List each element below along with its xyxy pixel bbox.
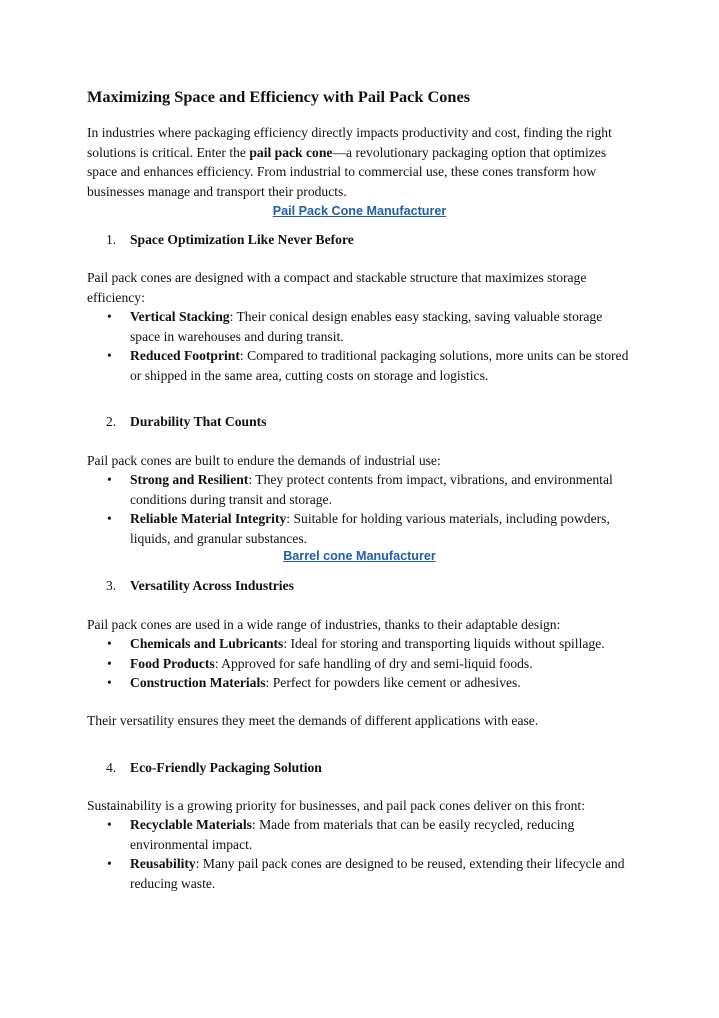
bullet-text: : Their conical design enables easy stacking, saving valuable storage space in warehouses and during transit. (130, 309, 603, 344)
bullet-term: Strong and Resilient (130, 472, 249, 487)
section-3-heading (106, 576, 294, 596)
pail-pack-cone-manufacturer-link[interactable]: Pail Pack Cone Manufacturer (272, 204, 447, 218)
bullet-icon: • (107, 348, 112, 363)
bullet-text: : They protect contents from impact, vibrations, and environmental conditions during transit and storage. (130, 472, 613, 507)
section-2-bullet-list (87, 470, 632, 548)
section-1-number: 1. (106, 232, 117, 247)
bullet-icon: • (107, 472, 112, 487)
bullet-term: Vertical Stacking (130, 309, 230, 324)
bullet-icon: • (107, 636, 112, 651)
section-1-title: Space Optimization Like Never Before (130, 232, 354, 247)
section-4-number: 4. (106, 760, 117, 775)
section-1-bullet-list (87, 307, 632, 385)
section-3-number: 3. (106, 578, 117, 593)
list-item (87, 634, 632, 654)
bullet-term: Reliable Material Integrity (130, 511, 287, 526)
bullet-term: Chemicals and Lubricants (130, 636, 284, 651)
section-2-number: 2. (106, 414, 117, 429)
list-item (87, 307, 632, 346)
intro-bold-term: pail pack cone (249, 144, 333, 160)
list-item (87, 470, 632, 509)
bullet-term: Food Products (130, 655, 215, 671)
section-4-heading (106, 758, 322, 778)
page-title: Maximizing Space and Efficiency with Pail Pack Cones (87, 87, 471, 106)
list-item (87, 654, 632, 674)
bullet-term: Recyclable Materials (130, 817, 252, 832)
intro-paragraph (87, 123, 632, 201)
bullet-icon: • (107, 309, 112, 324)
bullet-text: : Approved for safe handling of dry and semi-liquid foods. (214, 655, 533, 671)
bullet-term: Construction Materials (130, 675, 266, 690)
bullet-text: : Made from materials that can be easily recycled, reducing environmental impact. (130, 817, 575, 852)
intro-text-pre: In industries where packaging efficiency directly impacts productivity and cost, finding the right solutions is critical. Enter the (87, 125, 612, 160)
bullet-text: : Compared to traditional packaging solutions, more units can be stored or shipped in the same area, cutting costs on storage and logistics. (130, 348, 629, 383)
section-2-heading (106, 412, 266, 432)
bullet-text: : Ideal for storing and transporting liquids without spillage. (283, 636, 605, 651)
section-3-bullet-list (87, 634, 632, 693)
section-4-lead: Sustainability is a growing priority for businesses, and pail pack cones deliver on this front: (87, 798, 585, 813)
bullet-text: : Many pail pack cones are designed to be reused, extending their lifecycle and reducing waste. (130, 856, 625, 891)
bullet-icon: • (107, 817, 112, 832)
section-4-bullet-list (87, 815, 632, 893)
bullet-icon: • (107, 511, 112, 526)
section-2-lead: Pail pack cones are built to endure the demands of industrial use: (87, 453, 441, 468)
list-item (87, 815, 632, 854)
section-3-closing: Their versatility ensures they meet the demands of different applications with ease. (87, 713, 539, 728)
list-item (87, 673, 632, 693)
section-1-lead: Pail pack cones are designed with a compact and stackable structure that maximizes storage efficiency: (87, 270, 587, 305)
list-item (87, 854, 632, 893)
bullet-icon: • (107, 675, 112, 690)
bullet-text: : Suitable for holding various materials, including powders, liquids, and granular substances. (130, 511, 610, 546)
intro-text-post: —a revolutionary packaging option that optimizes space and enhances efficiency. From industrial to commercial use, these cones transform how businesses manage and transport their products. (87, 144, 607, 199)
section-1-heading (106, 230, 354, 250)
section-3-lead: Pail pack cones are used in a wide range of industries, thanks to their adaptable design: (87, 617, 561, 632)
barrel-cone-manufacturer-link[interactable]: Barrel cone Manufacturer (283, 549, 436, 563)
bullet-term: Reduced Footprint (130, 348, 240, 363)
section-2-title: Durability That Counts (130, 414, 267, 429)
bullet-icon: • (107, 655, 112, 671)
list-item (87, 346, 632, 385)
bullet-text: : Perfect for powders like cement or adhesives. (265, 675, 521, 690)
bullet-icon: • (107, 856, 112, 871)
list-item (87, 509, 632, 548)
section-4-title: Eco-Friendly Packaging Solution (130, 760, 322, 775)
section-3-title: Versatility Across Industries (130, 578, 294, 593)
bullet-term: Reusability (130, 856, 196, 871)
